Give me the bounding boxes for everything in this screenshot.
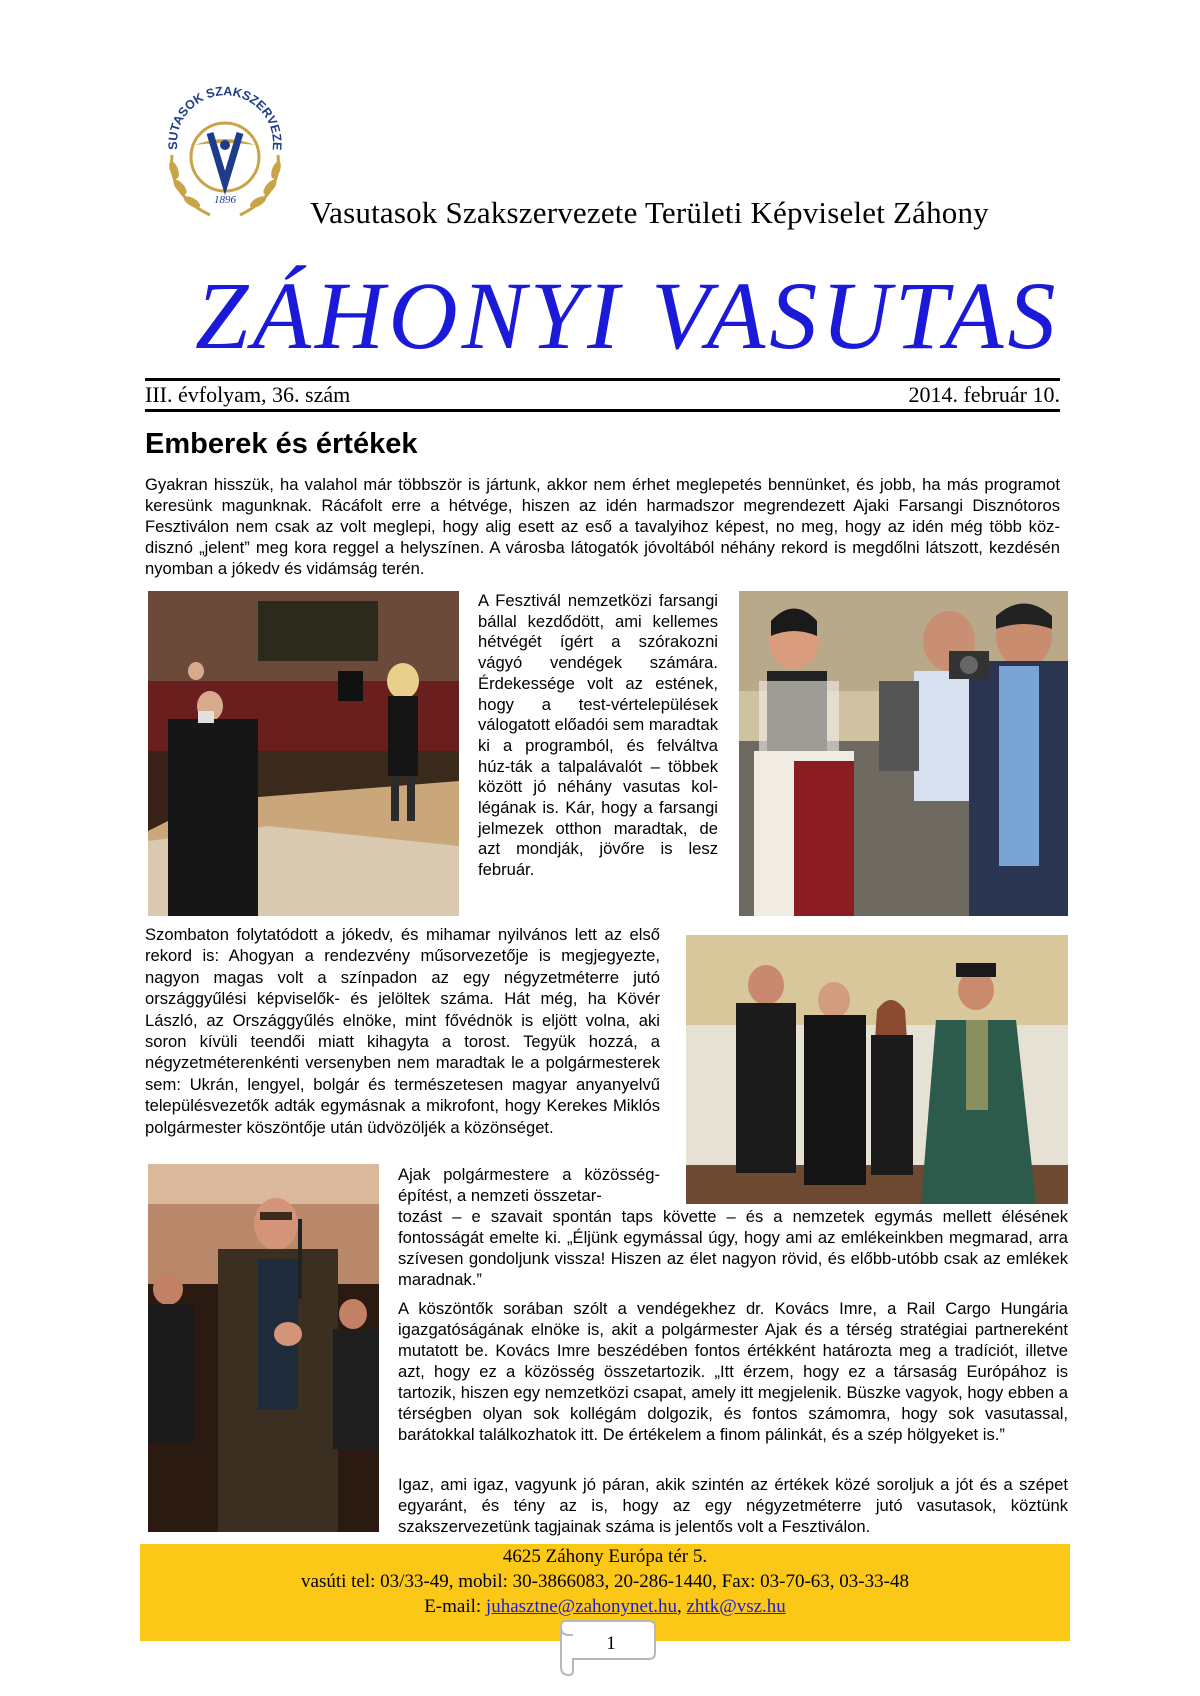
article-mayor-start bbox=[398, 1164, 660, 1206]
photo-folk-costume-crowd bbox=[739, 591, 1068, 916]
issue-row bbox=[145, 382, 1060, 410]
article-closing bbox=[398, 1474, 1068, 1537]
article-column-mid bbox=[478, 591, 718, 881]
footer-email-label: E-mail: bbox=[424, 1596, 482, 1617]
article-saturday bbox=[145, 924, 660, 1138]
svg-text:VASUTASOK SZAKSZERVEZETE bbox=[150, 75, 284, 151]
footer-phones: vasúti tel: 03/33-49, mobil: 30-3866083, 20-286-1440, Fax: 03-70-63, 03-33-48 bbox=[301, 1571, 909, 1592]
masthead-rule-bottom bbox=[145, 409, 1060, 412]
photo-officials-stage bbox=[686, 935, 1068, 1204]
page-number: 1 bbox=[606, 1633, 616, 1654]
kovacs-paragraph: A köszöntők sorában szólt a vendégekhez dr. Kovács Imre, a Rail Cargo Hungária igazgatóságának elnöke is, akit a polgármester Ajak és a térség stratégiai partnereként mutatott be. Kovács Imre beszédében fontos értékként határozta meg a tradíciót, illetve azt, hogy ez a közösség összetartozik. „Itt érzem, hogy ez a társaság Európához is tartozik, hiszen egy nemzetközi csapat, amely itt megjelenik. Büszke vagyok, hogy ebben a térségben olyan sok kollégám dolgozik, és fontos számomra, hogy sok vasutassal, barátokkal találkozhatok itt. De értékelem a finom pálinkát, és a szép hölgyeket is.” bbox=[398, 1299, 1068, 1444]
masthead-rule-top bbox=[145, 378, 1060, 381]
email-link-juhasztne[interactable]: juhasztne@zahonynet.hu bbox=[485, 1596, 677, 1617]
organization-name: Vasutasok Szakszervezete Területi Képviselet Záhony bbox=[310, 195, 989, 230]
photo-mayor-speech bbox=[148, 1164, 379, 1532]
issue-date: 2014. február 10. bbox=[908, 382, 1060, 407]
mayor-paragraph-cont: tozást – e szavait spontán taps követte – és a nemzetek egymás mellett élésének fontosságát emelte ki. „Éljünk egymással úgy, hogy ami az emlékeinkben megmarad, arra szívesen gondoljunk vissza! Hiszen az élet nagyon rövid, és előbb-utóbb csak az emlékek maradnak.” bbox=[398, 1207, 1068, 1289]
intro-paragraph: Gyakran hisszük, ha valahol már többször is jártunk, akkor nem érhet meglepetés bennünket, és jobb, ha más programot keresünk magunknak. Rácáfolt erre a hétvége, hiszen az idén harmadszor megrendezett Ajaki Farsangi Disznótoros Fesztiválon nem csak az volt meglepi, hogy alig esett az eső a tavalyihoz képest, no meg, hogy az idén még több köz-disznó „jelent” meg kora reggel a helyszínen. A városba látogatók jóvoltából néhány rekord is megdőlni látszott, kezdésén nyomban a jókedv és vidámság terén. bbox=[145, 475, 1060, 578]
photo-stage-performance bbox=[148, 591, 459, 916]
email-separator: , bbox=[677, 1596, 682, 1617]
article-mayor-cont bbox=[398, 1206, 1068, 1290]
festival-paragraph: A Fesztivál nemzetközi farsangi bállal kezdődött, ami kellemes hétvégét ígért a szórakozni vágyó vendégek számára. Érdekessége volt az estének, hogy a test-vértelepülések válogatott előadói sem maradtak ki a programból, és felváltva húz-ták a talpalávalót – többek között jó néhány vasutas kol-légának is. Kár, hogy a farsangi jelmezek otthon maradtak, de azt mondják, jövőre is lesz február. bbox=[478, 591, 718, 880]
email-link-zhtk[interactable]: zhtk@vsz.hu bbox=[686, 1596, 786, 1617]
logo-year: 1896 bbox=[214, 194, 236, 206]
masthead-title: ZÁHONYI VASUTAS bbox=[195, 262, 1060, 369]
article-kovacs bbox=[398, 1298, 1068, 1445]
article-title: Emberek és értékek bbox=[145, 428, 418, 460]
footer-address: 4625 Záhony Európa tér 5. bbox=[502, 1546, 708, 1567]
logo-arc-text: SUTASOK SZAKSZERVEZE bbox=[165, 84, 285, 151]
union-logo bbox=[150, 75, 300, 225]
mayor-paragraph-start: Ajak polgármestere a közösség-építést, a nemzeti összetar- bbox=[398, 1165, 660, 1205]
saturday-paragraph: Szombaton folytatódott a jókedv, és mihamar nyilvános lett az első rekord is: Ahogyan a rendezvény műsorvezetője is megjegyezte, nagyon magas volt a színpadon az egy négyzetméterre jutó országgyűlési képviselők- és jelöltek száma. Hát még, ha Kövér László, az Országgyűlés elnöke, mint fővédnök is eljött volna, aki soron kívüli teendői miatt kihagyta a torost. Tegyük hozzá, a négyzetméterenkénti versenyben nem maradtak le a polgármesterek sem: Ukrán, lengyel, bolgár és természetesen magyar anyanyelvű településvezetők adták egymásnak a mikrofont, hogy Kerekes Miklós polgármester köszöntője után üdvözöljék a közönséget. bbox=[145, 925, 660, 1137]
page-number-scroll bbox=[555, 1615, 659, 1677]
closing-paragraph: Igaz, ami igaz, vagyunk jó páran, akik szintén az értékek közé soroljuk a jót és a szépet egyaránt, és tény az is, hogy az egy négyzetméterre jutó vasutasok, köztünk szakszervezetünk tagjainak száma is jelentős volt a Fesztiválon. bbox=[398, 1475, 1068, 1536]
article-intro bbox=[145, 474, 1060, 579]
issue-number: III. évfolyam, 36. szám bbox=[145, 382, 351, 407]
